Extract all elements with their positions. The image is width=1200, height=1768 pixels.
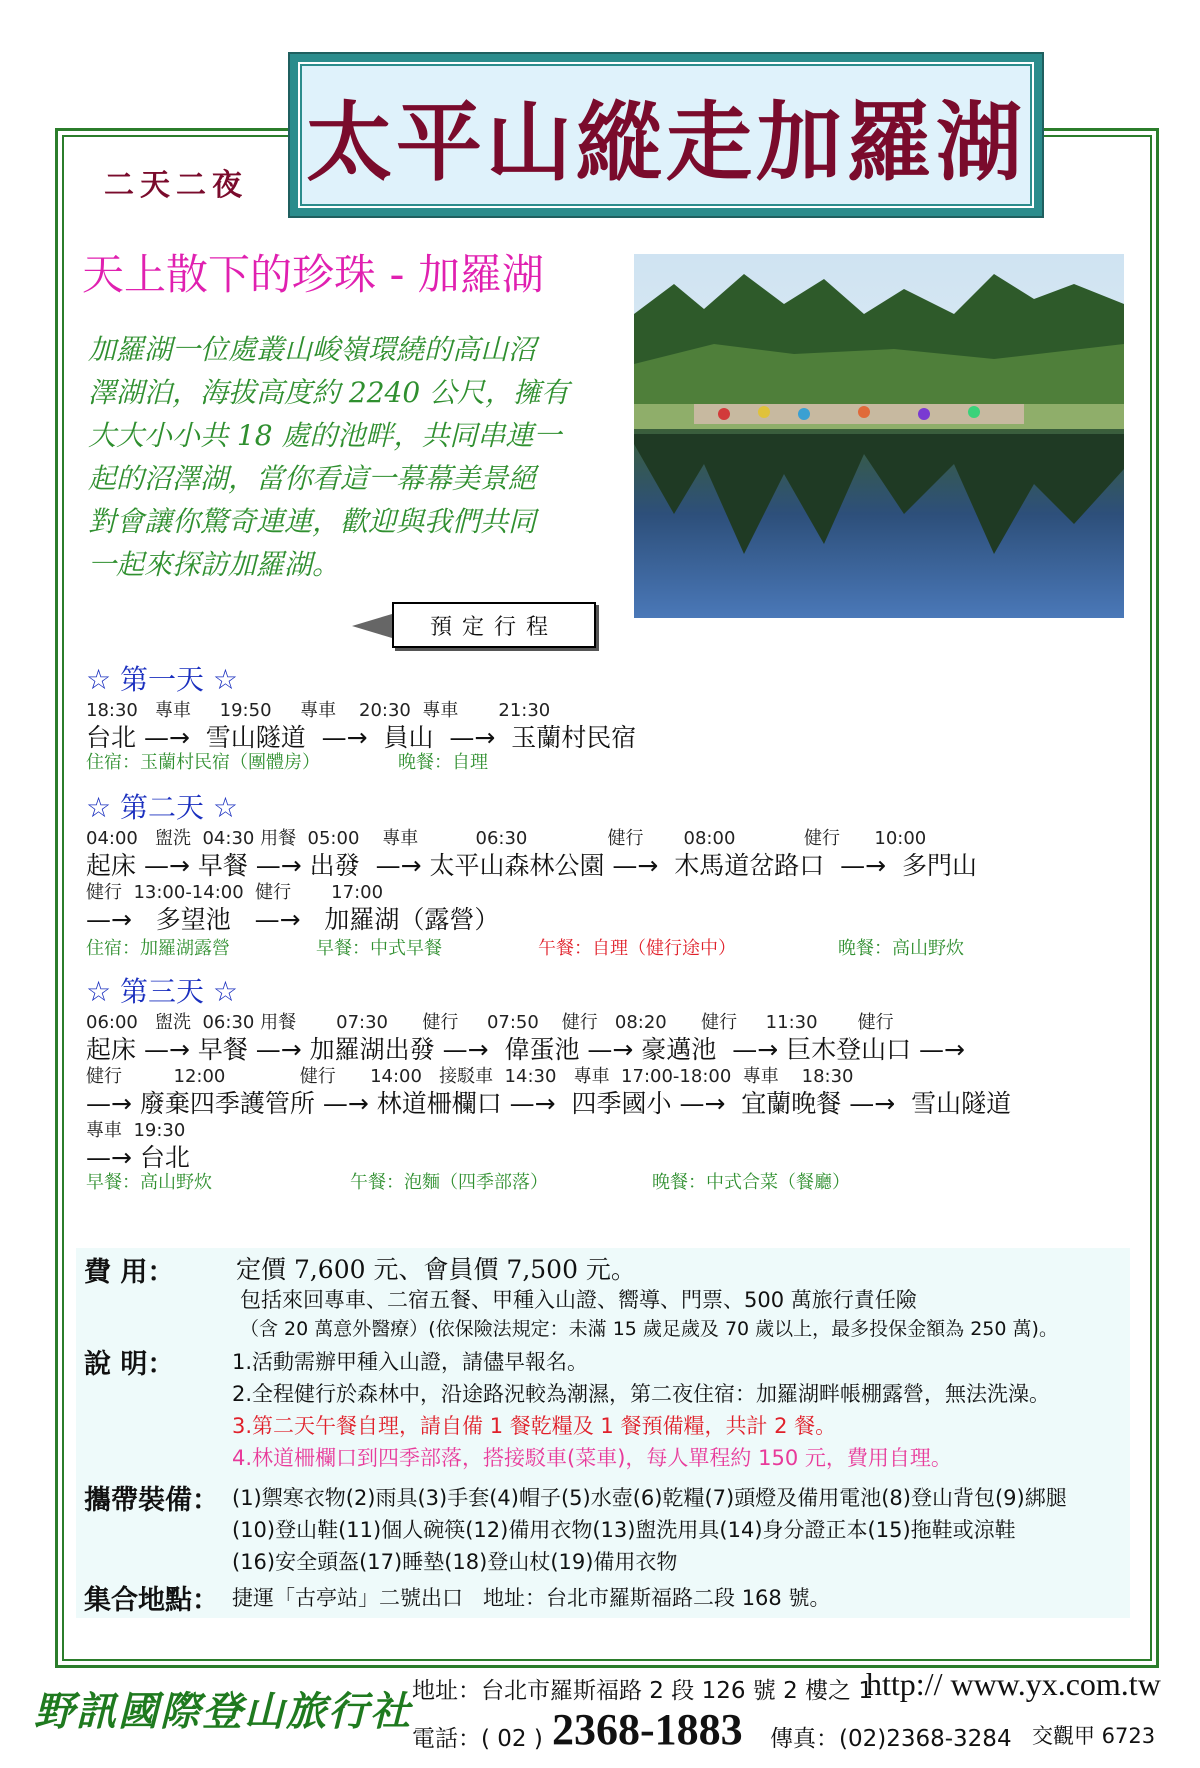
fax-number: 傳真：(02)2368-3284 bbox=[770, 1726, 1012, 1752]
day3-lunch: 午餐：泡麵（四季部落） bbox=[350, 1172, 548, 1193]
day2-route-2: —→ 多望池 —→ 加羅湖（露營） bbox=[86, 905, 500, 934]
day2-times-1: 04:00 盥洗 04:30 用餐 05:00 專車 06:30 健行 08:00 健行 10:00 bbox=[86, 828, 927, 849]
fee-includes: 包括來回專車、二宿五餐、甲種入山證、嚮導、門票、500 萬旅行責任險 bbox=[240, 1288, 917, 1312]
day3-route-3: —→ 台北 bbox=[86, 1143, 190, 1172]
company-website[interactable]: http:// www.yx.com.tw bbox=[866, 1666, 1161, 1702]
day2-lodging: 住宿：加羅湖露營 bbox=[86, 938, 230, 959]
day2-lunch: 午餐：自理（健行途中） bbox=[538, 938, 736, 959]
day2-heading: ☆ 第二天 ☆ bbox=[86, 791, 239, 824]
day3-heading: ☆ 第三天 ☆ bbox=[86, 975, 239, 1008]
day1-lodging: 住宿：玉蘭村民宿（團體房） bbox=[86, 752, 320, 773]
schedule-tab: 預定行程 bbox=[392, 602, 596, 648]
gear-line-2: (10)登山鞋(11)個人碗筷(12)備用衣物(13)盥洗用具(14)身分證正本(15)拖鞋或涼鞋 bbox=[232, 1518, 1016, 1542]
day2-times-2: 健行 13:00-14:00 健行 17:00 bbox=[86, 882, 384, 903]
day3-times-3: 專車 19:30 bbox=[86, 1120, 186, 1141]
day3-times-1: 06:00 盥洗 06:30 用餐 07:30 健行 07:50 健行 08:20 健行 11:30 健行 bbox=[86, 1012, 894, 1033]
meeting-label: 集合地點： bbox=[84, 1585, 219, 1616]
page-title: 太平山縱走加羅湖 bbox=[306, 92, 1026, 193]
note-3: 3.第二天午餐自理，請自備 1 餐乾糧及 1 餐預備糧，共計 2 餐。 bbox=[232, 1414, 837, 1438]
license-number: 交觀甲 6723 bbox=[1032, 1724, 1156, 1748]
note-1: 1.活動需辦甲種入山證，請儘早報名。 bbox=[232, 1350, 589, 1374]
day1-route: 台北 —→ 雪山隧道 —→ 員山 —→ 玉蘭村民宿 bbox=[86, 723, 637, 752]
gear-line-3: (16)安全頭盔(17)睡墊(18)登山杖(19)備用衣物 bbox=[232, 1550, 678, 1574]
day2-route-1: 起床 —→ 早餐 —→ 出發 —→ 太平山森林公園 —→ 木馬道岔路口 —→ 多門山 bbox=[86, 851, 977, 880]
note-label: 說 明： bbox=[84, 1349, 175, 1380]
meeting-point: 捷運「古亭站」二號出口 地址：台北市羅斯福路二段 168 號。 bbox=[232, 1586, 831, 1610]
day1-heading: ☆ 第一天 ☆ bbox=[86, 663, 239, 696]
intro-paragraph: 加羅湖一位處叢山峻嶺環繞的高山沼 澤湖泊，海拔高度約 2240 公尺，擁有 大大小小共 18 處的池畔，共同串連一 起的沼澤湖，當你看這一幕幕美景絕 對會讓你驚奇連連，歡迎與我們共同 一起來探訪加羅湖。 bbox=[88, 333, 570, 581]
company-address: 地址：台北市羅斯福路 2 段 126 號 2 樓之 1 bbox=[412, 1678, 873, 1704]
note-2: 2.全程健行於森林中，沿途路況較為潮濕，第二夜住宿：加羅湖畔帳棚露營，無法洗澡。 bbox=[232, 1382, 1051, 1406]
fee-price: 定價 7,600 元、會員價 7,500 元。 bbox=[236, 1255, 636, 1284]
note-4: 4.林道柵欄口到四季部落，搭接駁車(菜車)，每人單程約 150 元，費用自理。 bbox=[232, 1446, 952, 1470]
day3-dinner: 晚餐：中式合菜（餐廳） bbox=[652, 1172, 850, 1193]
day1-times: 18:30 專車 19:50 專車 20:30 專車 21:30 bbox=[86, 700, 551, 721]
title-banner bbox=[288, 52, 1044, 218]
day3-route-1: 起床 —→ 早餐 —→ 加羅湖出發 —→ 偉蛋池 —→ 豪邁池 —→ 巨木登山口 —→ bbox=[86, 1035, 965, 1064]
day2-dinner: 晚餐：高山野炊 bbox=[838, 938, 964, 959]
phone-number: 2368-1883 bbox=[552, 1705, 743, 1754]
duration-label: 二天二夜 bbox=[104, 168, 248, 203]
phone-label: 電話：( 02 ) bbox=[412, 1726, 543, 1752]
intro-subtitle: 天上散下的珍珠 - 加羅湖 bbox=[82, 250, 544, 299]
lake-photo bbox=[634, 254, 1124, 618]
day1-dinner: 晚餐：自理 bbox=[398, 752, 488, 773]
fee-insurance-note: （含 20 萬意外醫療）(依保險法規定：未滿 15 歲足歲及 70 歲以上，最多投保金額為 250 萬)。 bbox=[240, 1318, 1058, 1340]
day3-times-2: 健行 12:00 健行 14:00 接駁車 14:30 專車 17:00-18:00 專車 18:30 bbox=[86, 1066, 854, 1087]
tab-arrow-icon bbox=[352, 614, 392, 638]
day3-breakfast: 早餐：高山野炊 bbox=[86, 1172, 212, 1193]
day3-route-2: —→ 廢棄四季護管所 —→ 林道柵欄口 —→ 四季國小 —→ 宜蘭晚餐 —→ 雪山隧道 bbox=[86, 1089, 1012, 1118]
day2-breakfast: 早餐：中式早餐 bbox=[316, 938, 442, 959]
gear-label: 攜帶裝備： bbox=[84, 1485, 219, 1516]
company-logo: 野訊國際登山旅行社 bbox=[34, 1688, 412, 1735]
fee-label: 費 用： bbox=[84, 1257, 175, 1288]
gear-line-1: (1)禦寒衣物(2)雨具(3)手套(4)帽子(5)水壺(6)乾糧(7)頭燈及備用電池(8)登山背包(9)綁腿 bbox=[232, 1486, 1067, 1510]
